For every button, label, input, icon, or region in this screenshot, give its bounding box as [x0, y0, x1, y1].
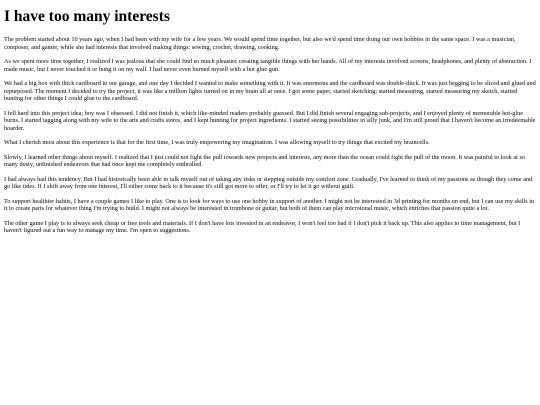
article-paragraph: The problem started about 10 years ago, when I had been with my wife for a few years. We would spend time together, but also we'd spend time doing our own hobbies in the same space. I was a musician, composer, and gamer, while she had interests that involved making things: sewing, crochet, drawing, cooking. [4, 36, 516, 51]
article-paragraph: What I cherish most about this experience is that for the first time, I was truly empowering my imagination. I was allowing myself to try things that excited my braincells. [4, 139, 430, 146]
article-paragraph: The other game I play is to always seek cheap or free tools and materials. If I don't have lots invested in an endeavor, I won't feel too bad if I don't pick it back up. This also applies to time management, but I haven't figured out a fun way to manage my time. I'm open to suggestions. [4, 219, 521, 234]
article-paragraph: To support healthier habits, I have a couple games I like to play. One is to look for ways to use one hobby in support of another. I might not be interested in 3d printing for months on end, but I can use my skills in it to create parts for whatever thing I'm trying to build. I might not always be interested in trombone or guitar, but both of them can play microtonal music, which enriches that passion quite a lot. [4, 197, 535, 212]
article-paragraph: Slowly, I learned other things about myself. I realized that I just could not fight the pull towards new projects and interests, any more than the ocean could fight the pull of the moon. It was painful to look at so many dusty, unfinished endeavors that had once kept me completely enthralled. [4, 153, 525, 168]
article-paragraph: As we spent more time together, I realized I was jealous that she could find so much pleasure creating tangible things with her hands. All of my interests involved screens, headphones, and plenty of abstraction. I made music, but I never touched it or hung it on my wall. I had never even burned myself with a hot glue gun. [4, 58, 532, 73]
article-title: I have too many interests [4, 8, 170, 25]
article-paragraph: I fell hard into this project idea; boy was I obsessed. I did not finish it, which like-minded readers probably guessed. But I did finish several engaging sub-projects, and I enjoyed plenty of memorable hot-glue burns. I started tagging along with my wife to the arts and crafts stores, and I kept hunting for project ingredients. I started seeing possibilities in silly junk, and I'm still proud that I haven't become an irredeemable hoarder. [4, 109, 536, 132]
article-paragraph: I had always had this tendency. But I had historically been able to talk myself out of taking any risks or stepping outside my comfort zone. Gradually, I've learned to think of my passions as though they come and go like tides. If I shift away from one interest, I'll either come back to it because it's still got more to offer, or I'll try to let it go without guilt. [4, 175, 533, 190]
article-paragraph: We had a big box with thick cardboard in our garage, and one day I decided I wanted to make something with it. It was enormous and the cardboard was double-thick. It was just begging to be sliced and glued and repurposed. The moment I decided to try the project, it was like a million lights turned on in my brain all at once. I got some paper, started sketching; started measuring, started measuring my sketch, started hunting for other things I could glue to the cardboard. [4, 80, 536, 102]
